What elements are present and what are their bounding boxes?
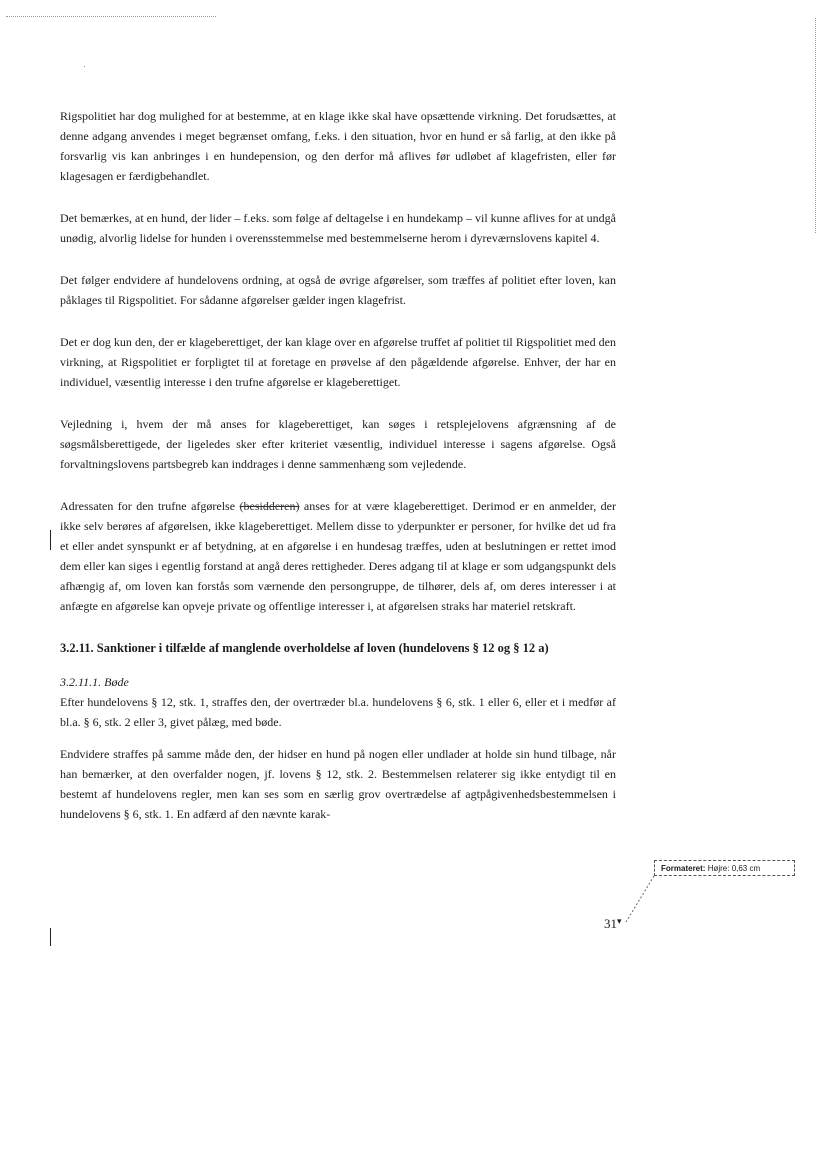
paragraph: Det bemærkes, at en hund, der lider – f.eks. som følge af deltagelse i en hundekamp – vil kunne aflives for at undgå unødig, alvorlig lidelse for hunden i overensstemmelse med bestemmelserne herom i dyreværnslovens kapitel 4. <box>60 211 616 245</box>
paragraph: Rigspolitiet har dog mulighed for at bestemme, at en klage ikke skal have opsættende virkning. Det forudsættes, at denne adgang anvendes i meget begrænset omfang, f.eks. i den situation, hvor en hund er så farlig, at den ikke på forsvarlig vis kan anbringes i en hundepension, og den derfor må aflives før udløbet af klagefristen, eller før klagesagen er færdigbehandlet. <box>60 109 616 183</box>
subsection-text: Efter hundelovens § 12, stk. 1, straffes den, der overtræder bl.a. hundelovens § 6, stk. 1 eller 6, eller et i medfør af bl.a. § 6, stk. 2 eller 3, givet pålæg, med bøde. <box>60 695 616 729</box>
scan-speck <box>84 66 85 67</box>
paragraph-tracked-change <box>60 496 616 616</box>
page-number-text: 31 <box>604 916 617 931</box>
section-heading: 3.2.11. Sanktioner i tilfælde af manglende overholdelse af loven (hundelovens § 12 og § 12 a) <box>60 641 549 655</box>
comment-balloon[interactable] <box>654 860 795 876</box>
subsection <box>60 672 616 732</box>
subsection-heading: 3.2.11.1. Bøde <box>60 675 129 689</box>
paragraph: Det er dog kun den, der er klageberettiget, der kan klage over en afgørelse truffet af politiet til Rigspolitiet med den virkning, at Rigspolitiet er forpligtet til at foretage en prøvelse af den pågældende afgørelse. Enhver, der har en individuel, væsentlig interesse i den trufne afgørelse er klageberettiget. <box>60 335 616 389</box>
paragraph-text-after: anses for at være klageberettiget. Derimod er en anmelder, der ikke selv berøres af afgørelsen, ikke klageberettiget. Mellem disse to yderpunkter er personer, for hvilke det ud fra et eller andet synspunkt er af betydning, at en afgørelse i en hundesag træffes, uden at beslutningen er rettet imod dem eller kan siges i egentlig forstand at angå deres rettigheder. Deres adgang til at klage er som udgangspunkt dels afhængig af, om loven kan forstås som værnende den persongruppe, de tilhører, dels af, om deres interesser i at anfægte en afgørelse kan opveje private og offentlige interesser i, at afgørelsen straks har materiel retskraft. <box>60 499 616 613</box>
page-body <box>60 106 616 846</box>
change-bar <box>50 530 51 550</box>
change-bar <box>50 928 51 946</box>
comment-label: Formateret: <box>661 864 706 873</box>
comment-text: Højre: 0,63 cm <box>707 864 761 873</box>
scan-edge-top <box>6 16 216 17</box>
paragraph: Det følger endvidere af hundelovens ordning, at også de øvrige afgørelser, som træffes af politiet efter loven, kan påklages til Rigspolitiet. For sådanne afgørelser gælder ingen klagefrist. <box>60 273 616 307</box>
dropdown-arrow-icon: ▾ <box>617 916 622 926</box>
paragraph: Vejledning i, hvem der må anses for klageberettiget, kan søges i retsplejelovens afgrænsning af de søgsmålsberettigede, der ligeledes sker efter kriteriet væsentlig, individuel interesse i sagens afgørelse. Også forvaltningslovens partsbegreb kan inddrages i denne sammenhæng som vejledende. <box>60 417 616 471</box>
comment-connector-line <box>624 876 654 924</box>
scan-edge-right <box>815 18 816 233</box>
deleted-text: (besidderen) <box>239 499 300 513</box>
page-number <box>604 916 622 932</box>
paragraph-text-before: Adressaten for den trufne afgørelse <box>60 499 240 513</box>
paragraph: Endvidere straffes på samme måde den, der hidser en hund på nogen eller undlader at holde sin hund tilbage, når han bemærker, at den overfalder nogen, jf. lovens § 12, stk. 2. Bestemmelsen relaterer sig ikke entydigt til en bestemt af hundelovens regler, men kan ses som en særlig grov overtrædelse af agtpågivenhedsbestemmelsen i hundelovens § 6, stk. 1. En adfærd af den nævnte karak- <box>60 747 616 821</box>
